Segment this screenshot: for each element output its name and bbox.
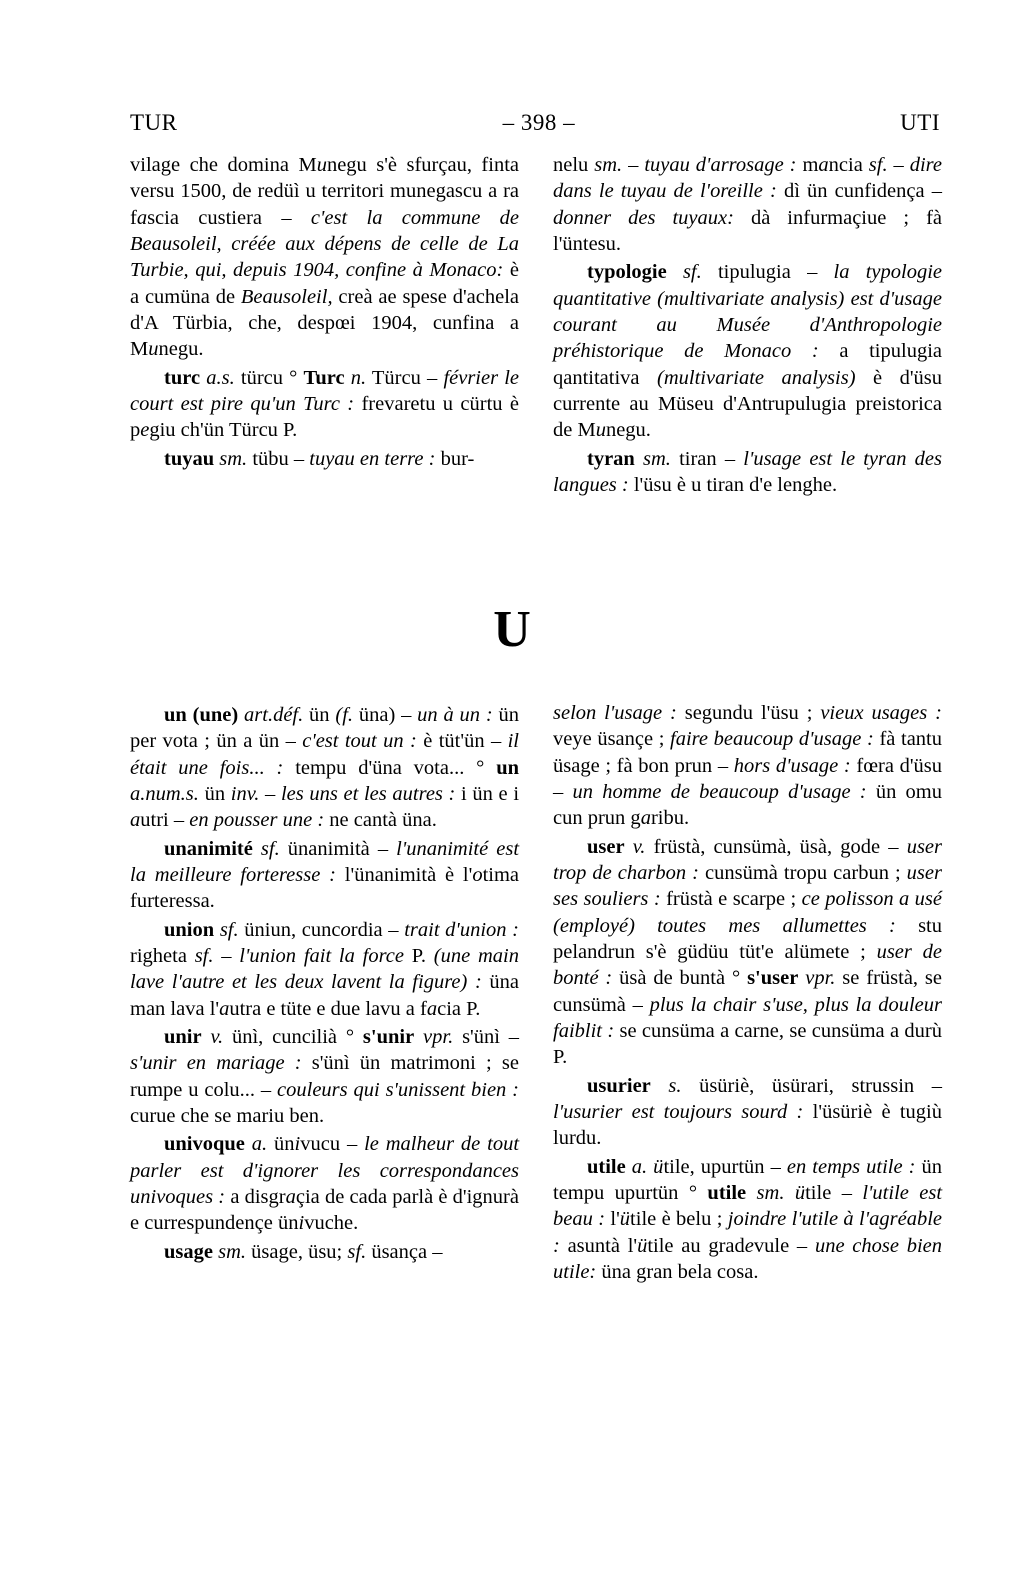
upper-right-column: [553, 152, 942, 498]
entry-user: user v. früstà, cunsümà, üsà, gode – user trop de charbon : cunsümà tropu carbun ; user ses souliers : früstà e scarpe ; ce polisson a usé (employé) toutes mes allumettes : stu pelandrun s'è güdüu tüt'e alümete ; user de bonté : üsà de buntà ° s'user vpr. se früstà, se cunsümà – plus la chair s'use, plus la douleur faiblit : se cunsüma a carne, se cunsüma a durù P.: [553, 835, 943, 1069]
upper-left-column: [130, 152, 519, 498]
entry-block: selon l'usage : segundu l'üsu ; vieux usages : veye üsançe ; faire beaucoup d'usage : fà tantu üsage ; fà bon prun – hors d'usage : fœra d'üsu – un homme de beaucoup d'usage : ün omu cun prun garibu.: [553, 702, 943, 830]
entry-typologie: typologie sf. tipulugia – la typologie quantitative (multivariate analysis) est d'usage courant au Musée d'Anthropologie préhistorique de Monaco : a tipulugia qantitativa (multivariate analysis) è d'üsu currente au Müseu d'Antrupulugia preistorica de Munegu.: [553, 261, 942, 442]
upper-columns: [130, 152, 942, 498]
entry-turc: turc a.s. türcu ° Turc n. Türcu – février le court est pire qu'un Turc : frevaretu u cürtu è pegiu ch'ün Türcu P.: [130, 366, 520, 442]
lower-columns: [130, 700, 942, 1285]
page-number: – 398 –: [502, 110, 576, 135]
section-letter: U: [493, 601, 531, 658]
entry-un: un (une) art.déf. ün (f. üna) – un à un : ün per vota ; ün a ün – c'est tout un : è tüt'ün – il était une fois... : tempu d'üna vota... ° un a.num.s. ün inv. – les uns et les autres : i ün e i autri – en pousser une : ne cantà üna.: [130, 704, 520, 832]
lower-left-column: [130, 700, 519, 1285]
entry-utile: utile a. ütile, upurtün – en temps utile : ün tempu upurtün ° utile sm. ütile – l'utile est beau : l'ütile è belu ; joindre l'utile à l'agréable : asuntà l'ütile au gradevule – une chose bien utile: üna gran bela cosa.: [553, 1155, 943, 1283]
running-head-left: TUR: [130, 110, 178, 135]
entry-usurier: usurier s. üsüriè, üsürari, strussin – l'usurier est toujours sourd : l'üsüriè è tugiù lurdu.: [553, 1074, 943, 1150]
entry-block: nelu sm. – tuyau d'arrosage : mancia sf. – dire dans le tuyau de l'oreille : dì ün cunfidença – donner des tuyaux: dà infurmaçiue ; fà l'üntesu.: [553, 154, 943, 255]
entry-unanimite: unanimité sf. ünanimità – l'unanimité est la meilleure forteresse : l'ünanimità è l'otima furteressa.: [130, 837, 520, 913]
running-head-right: UTI: [900, 110, 940, 135]
entry-usage: usage sm. üsage, üsu; sf. üsança –: [164, 1240, 443, 1263]
entry-tuyau: tuyau sm. tübu – tuyau en terre : bur-: [164, 447, 475, 470]
entry-univoque: univoque a. ünivucu – le malheur de tout parler est d'ignorer les correspondances univoques : a disgraçia de cada parlà è d'ignurà e currespundençe ünivuche.: [130, 1133, 520, 1235]
lower-right-column: [553, 700, 942, 1285]
entry-unir: unir v. ünì, cuncilià ° s'unir vpr. s'ünì – s'unir en mariage : s'ünì ün matrimoni ; se rumpe u colu... – couleurs qui s'unissent bien : curue che se mariu ben.: [130, 1025, 520, 1127]
entry-union: union sf. üniun, cuncordia – trait d'union : righeta sf. – l'union fait la force P. (une main lave l'autre et les deux lavent la figure) : üna man lava l'autra e tüte e due lavu a facia P.: [130, 918, 520, 1020]
entry-tyran: tyran sm. tiran – l'usage est le tyran des langues : l'üsu è u tiran d'e lenghe.: [553, 447, 942, 496]
entry-block: vilage che domina Munegu s'è sfurçau, finta versu 1500, de redüì u territori munegascu a ra fascia custiera – c'est la commune de Beausoleil, créée aux dépens de celle de La Turbie, qui, depuis 1904, confine à Monaco: è a cumüna de Beausoleil, creà ae spese d'achela d'A Türbia, che, despœi 1904, cunfina a Munegu.: [130, 154, 519, 361]
running-head: [130, 110, 940, 136]
